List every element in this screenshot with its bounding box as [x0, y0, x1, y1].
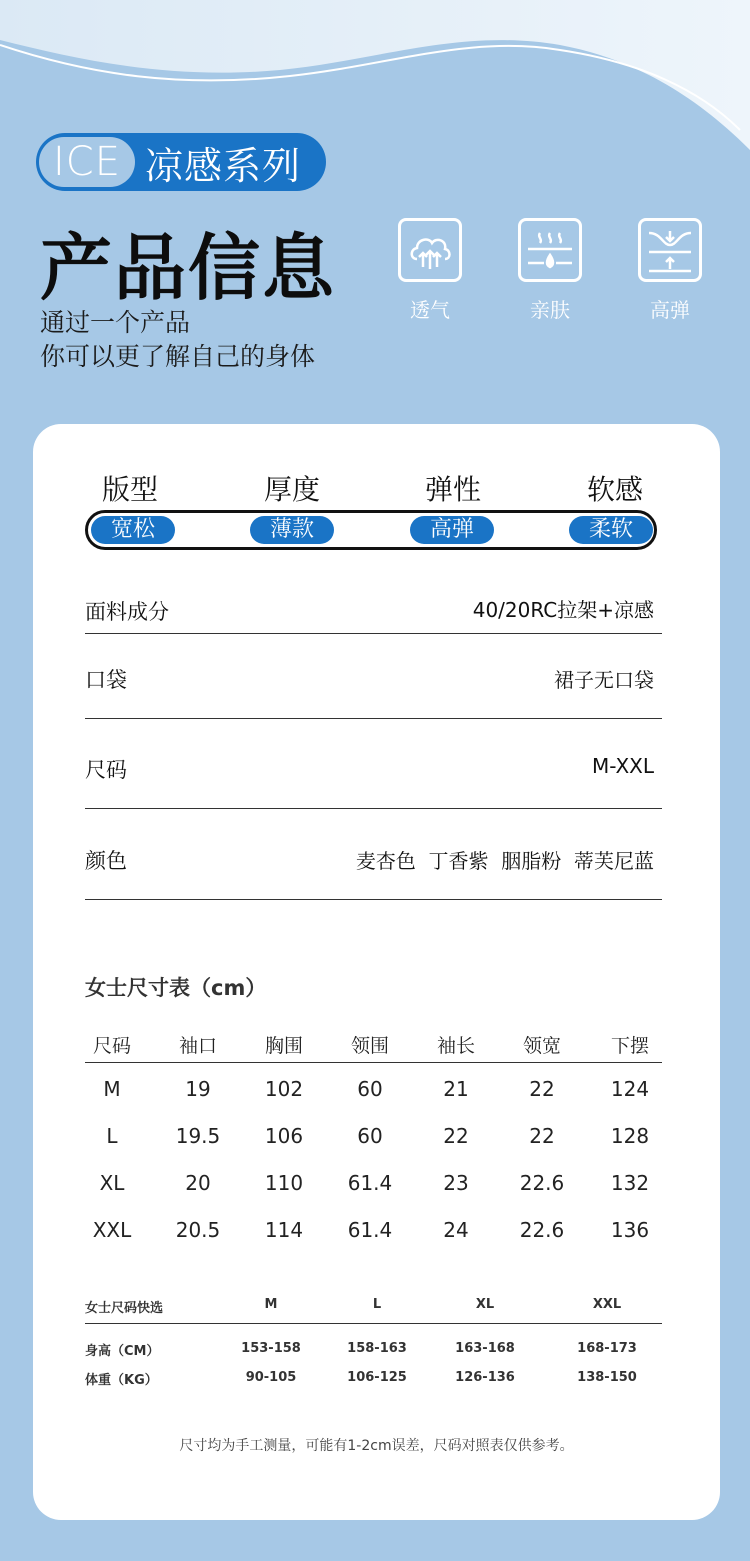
column-header: 尺码: [92, 1035, 131, 1057]
size-chart-body: [85, 1063, 662, 1251]
spec-row-size: [85, 719, 662, 809]
attribute-value-pill: 柔软: [569, 516, 653, 544]
table-cell: 24: [443, 1218, 469, 1242]
table-cell: 110: [264, 1171, 304, 1195]
table-cell: XXL: [92, 1218, 132, 1242]
skin-friendly-icon: [518, 218, 582, 282]
table-cell: 128: [610, 1124, 650, 1148]
row-label: 体重（KG）: [85, 1373, 158, 1388]
column-header: M: [264, 1297, 278, 1312]
high-elastic-icon: [638, 218, 702, 282]
spec-row-fabric: [85, 584, 662, 634]
spec-key: 尺码: [85, 758, 127, 782]
table-cell: XL: [99, 1171, 125, 1195]
spec-row-color: [85, 809, 662, 900]
size-chart-header-row: [85, 1027, 662, 1063]
attribute-value-pill: 薄款: [250, 516, 334, 544]
size-chart-title: 女士尺寸表（cm）: [85, 976, 267, 1000]
table-row: [85, 1336, 662, 1365]
table-cell: 20: [185, 1171, 211, 1195]
table-cell: 90-105: [245, 1370, 297, 1385]
column-header: 袖口: [178, 1035, 217, 1057]
table-cell: 60: [357, 1077, 383, 1101]
feature-skin-friendly: [515, 218, 585, 323]
product-info-card: [33, 424, 720, 1520]
table-cell: 163-168: [455, 1341, 515, 1356]
spec-value: M-XXL: [591, 754, 654, 778]
table-cell: 138-150: [577, 1370, 637, 1385]
row-label: 身高（CM）: [85, 1344, 160, 1359]
spec-key: 面料成分: [85, 600, 169, 624]
column-header: 领围: [350, 1035, 389, 1057]
table-row: [85, 1110, 662, 1157]
attribute-value-pill: 宽松: [91, 516, 175, 544]
spec-key: 口袋: [85, 668, 127, 692]
table-cell: M: [103, 1077, 121, 1101]
feature-high-elastic: [635, 218, 705, 323]
feature-label: 高弹: [650, 298, 690, 322]
table-cell: 136: [610, 1218, 650, 1242]
series-badge-prefix: ICE: [39, 137, 135, 187]
table-cell: 106-125: [347, 1370, 407, 1385]
table-cell: 22.6: [519, 1218, 565, 1242]
spec-value: 裙子无口袋: [554, 668, 654, 692]
table-cell: 61.4: [347, 1218, 393, 1242]
table-cell: 102: [264, 1077, 304, 1101]
table-cell: 61.4: [347, 1171, 393, 1195]
quick-size-title: 女士尺码快选: [85, 1301, 164, 1316]
table-cell: 19.5: [175, 1124, 221, 1148]
column-header: XXL: [592, 1297, 622, 1312]
table-cell: L: [106, 1124, 118, 1148]
footnote: 尺寸均为手工测量，可能有1-2cm误差，尺码对照表仅供参考。: [179, 1438, 574, 1454]
table-cell: 153-158: [241, 1341, 301, 1356]
table-row: [85, 1365, 662, 1394]
subtitle-line-1: 通过一个产品: [40, 308, 191, 337]
column-header: L: [372, 1297, 382, 1312]
table-cell: 21: [443, 1077, 469, 1101]
attribute-value-bar: [85, 510, 657, 550]
table-cell: 158-163: [347, 1341, 407, 1356]
column-header: 领宽: [522, 1035, 561, 1057]
feature-label: 透气: [410, 298, 450, 322]
series-badge: [36, 133, 326, 191]
subtitle: [40, 306, 315, 374]
quick-size-table: [85, 1292, 662, 1394]
column-header: 胸围: [264, 1035, 303, 1057]
attribute-name: 弹性: [424, 473, 481, 506]
spec-key: 颜色: [85, 849, 127, 873]
column-header: 下摆: [610, 1035, 649, 1057]
spec-value: 麦杏色 丁香紫 胭脂粉 蒂芙尼蓝: [355, 849, 654, 873]
table-row: [85, 1157, 662, 1204]
spec-row-pocket: [85, 634, 662, 719]
table-cell: 20.5: [175, 1218, 221, 1242]
subtitle-line-2: 你可以更了解自己的身体: [40, 342, 316, 371]
table-row: [85, 1204, 662, 1251]
attribute-name: 版型: [101, 473, 158, 506]
table-cell: 126-136: [455, 1370, 515, 1385]
column-header: 袖长: [436, 1035, 475, 1057]
table-cell: 22.6: [519, 1171, 565, 1195]
attribute-headers: [85, 468, 665, 508]
table-row: [85, 1063, 662, 1110]
table-cell: 22: [529, 1077, 555, 1101]
attribute-name: 软感: [586, 473, 643, 506]
table-cell: 23: [443, 1171, 469, 1195]
table-cell: 106: [264, 1124, 304, 1148]
table-cell: 132: [610, 1171, 650, 1195]
column-header: XL: [475, 1297, 495, 1312]
table-cell: 19: [185, 1077, 211, 1101]
attribute-value-pill: 高弹: [410, 516, 494, 544]
attribute-name: 厚度: [263, 473, 320, 506]
spec-value: 40/20RC拉架+凉感: [472, 598, 654, 622]
table-cell: 124: [610, 1077, 650, 1101]
breathable-icon: [398, 218, 462, 282]
feature-breathable: [395, 218, 465, 323]
table-cell: 114: [264, 1218, 304, 1242]
size-chart-table: [85, 1027, 662, 1251]
page-title: 产品信息: [40, 226, 337, 310]
series-badge-name: 凉感系列: [145, 143, 302, 188]
table-cell: 60: [357, 1124, 383, 1148]
table-cell: 22: [529, 1124, 555, 1148]
quick-size-header-row: [85, 1292, 662, 1324]
feature-label: 亲肤: [530, 298, 570, 322]
table-cell: 168-173: [577, 1341, 637, 1356]
table-cell: 22: [443, 1124, 469, 1148]
